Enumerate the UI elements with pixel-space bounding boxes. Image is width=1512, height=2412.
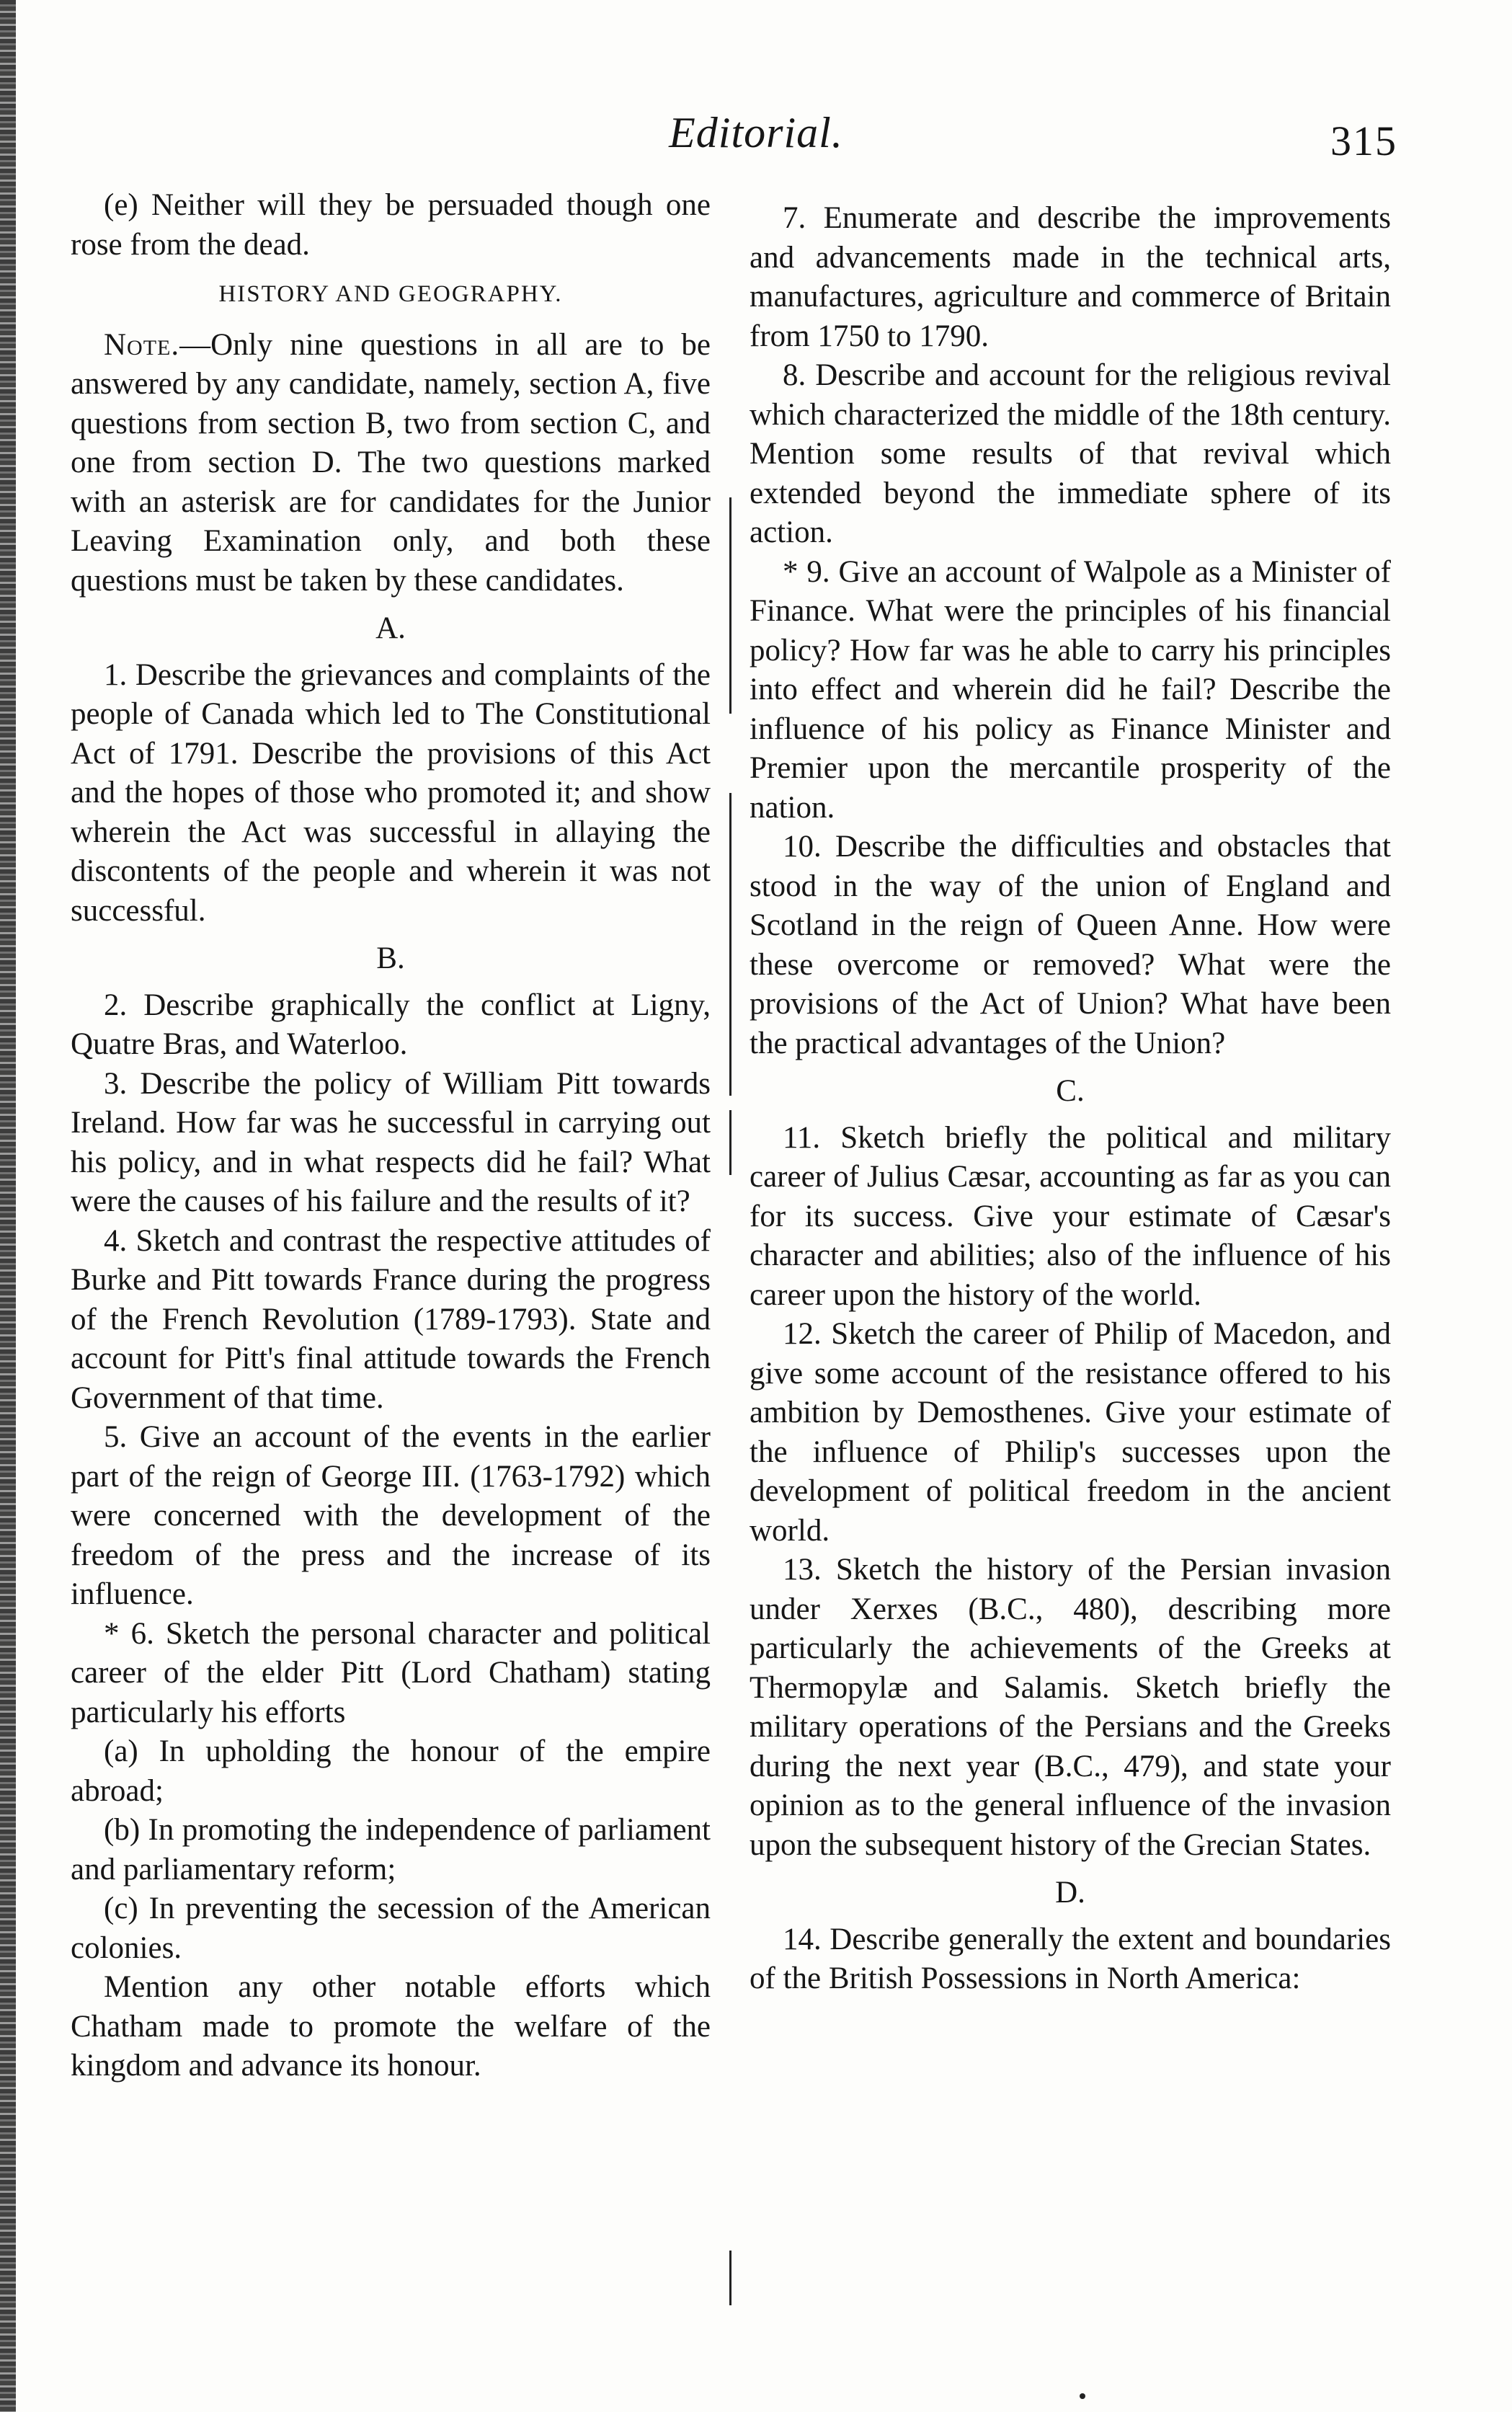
print-speck (1080, 2393, 1085, 2399)
note-label: Note. (104, 327, 180, 362)
question-1: 1. Describe the grievances and complaints of the people of Canada which led to The Constitutional Act of 1791. Describe the provisions of this Act and the hopes of those who promoted it; and show wherein the Act was successful in allaying the discontents of the people and wherein it was not successful. (71, 657, 711, 928)
question-6: * 6. Sketch the personal character and political career of the elder Pitt (Lord Chatham) stating particularly his efforts (71, 1616, 711, 1729)
page-number: 315 (1330, 118, 1397, 164)
column-rule-upper (729, 497, 731, 714)
note-paragraph (71, 326, 711, 601)
left-column (71, 186, 711, 2086)
section-heading-history-geography: HISTORY AND GEOGRAPHY. (218, 281, 563, 307)
question-7: 7. Enumerate and describe the improvements and advancements made in the technical arts, manufactures, agriculture and commerce of Britain from 1750 to 1790. (750, 201, 1391, 353)
section-c-heading: C. (1056, 1074, 1085, 1108)
paragraph-e: (e) Neither will they be persuaded though one rose from the dead. (71, 188, 711, 262)
question-2: 2. Describe graphically the conflict at Ligny, Quatre Bras, and Waterloo. (71, 988, 711, 1061)
question-6b: (b) In promoting the independence of parliament and parliamentary reform; (71, 1813, 711, 1886)
question-13: 13. Sketch the history of the Persian invasion under Xerxes (B.C., 480), describing more particularly the achievements of the Greeks at Thermopylæ and Salamis. Sketch briefly the military operations of the Persians and the Greeks during the next year (B.C., 479), and state your opinion as to the general influence of the invasion upon the subsequent history of the Grecian States. (750, 1553, 1391, 1862)
question-6c: (c) In preventing the secession of the American colonies. (71, 1892, 711, 1965)
question-5: 5. Give an account of the events in the earlier part of the reign of George III. (1763-1792) which were concerned with the development of the freedom of the press and the increase of its influence. (71, 1420, 711, 1611)
question-3: 3. Describe the policy of William Pitt towards Ireland. How far was he successful in carrying out his policy, and in what respects did he fail? What were the causes of his failure and the results of it? (71, 1066, 711, 1218)
question-6-closing: Mention any other notable efforts which Chatham made to promote the welfare of the kingdom and advance its honour. (71, 1970, 711, 2083)
note-text: —Only nine questions in all are to be answered by any candidate, namely, section A, five questions from section B, two from section C, and one from section D. The two questions marked with an asterisk are for candidates for the Junior Leaving Examination only, and both these questions must be taken by these candidates. (71, 327, 711, 598)
question-10: 10. Describe the difficulties and obstacles that stood in the way of the union of England and Scotland in the reign of Queen Anne. How were these overcome or removed? What were the provisions of the Act of Union? What have been the practical advantages of the Union? (750, 830, 1391, 1060)
section-a-heading: A. (375, 611, 406, 645)
right-column (750, 199, 1391, 1999)
column-rule-middle (729, 793, 731, 1096)
page-edge (0, 0, 16, 2412)
section-b-heading: B. (376, 941, 405, 975)
question-12: 12. Sketch the career of Philip of Macedon, and give some account of the resistance offered to his ambition by Demosthenes. Give your estimate of the influence of Philip's successes upon the development of political freedom in the ancient world. (750, 1317, 1391, 1548)
question-4: 4. Sketch and contrast the respective attitudes of Burke and Pitt towards France during the progress of the French Revolution (1789-1793). State and account for Pitt's final attitude towards the French Government of that time. (71, 1223, 711, 1415)
section-d-heading: D. (1055, 1876, 1085, 1910)
question-11: 11. Sketch briefly the political and military career of Julius Cæsar, accounting as far as you can for its success. Give your estimate of Cæsar's character and abilities; also of the influence of his career upon the history of the world. (750, 1120, 1391, 1312)
question-8: 8. Describe and account for the religious revival which characterized the middle of the 18th century. Mention some results of that revival which extended beyond the immediate sphere of its action. (750, 358, 1391, 549)
column-rule-bottom (729, 2251, 731, 2305)
question-9: * 9. Give an account of Walpole as a Minister of Finance. What were the principles of his financial policy? How far was he able to carry his principles into effect and wherein did he fail? Describe the influence of his policy as Finance Minister and Premier upon the mercantile prosperity of the nation. (750, 554, 1391, 825)
column-rule-lower (729, 1110, 731, 1175)
running-header-title: Editorial. (669, 109, 843, 156)
question-6a: (a) In upholding the honour of the empire abroad; (71, 1734, 711, 1808)
question-14: 14. Describe generally the extent and boundaries of the British Possessions in North America: (750, 1922, 1391, 1995)
